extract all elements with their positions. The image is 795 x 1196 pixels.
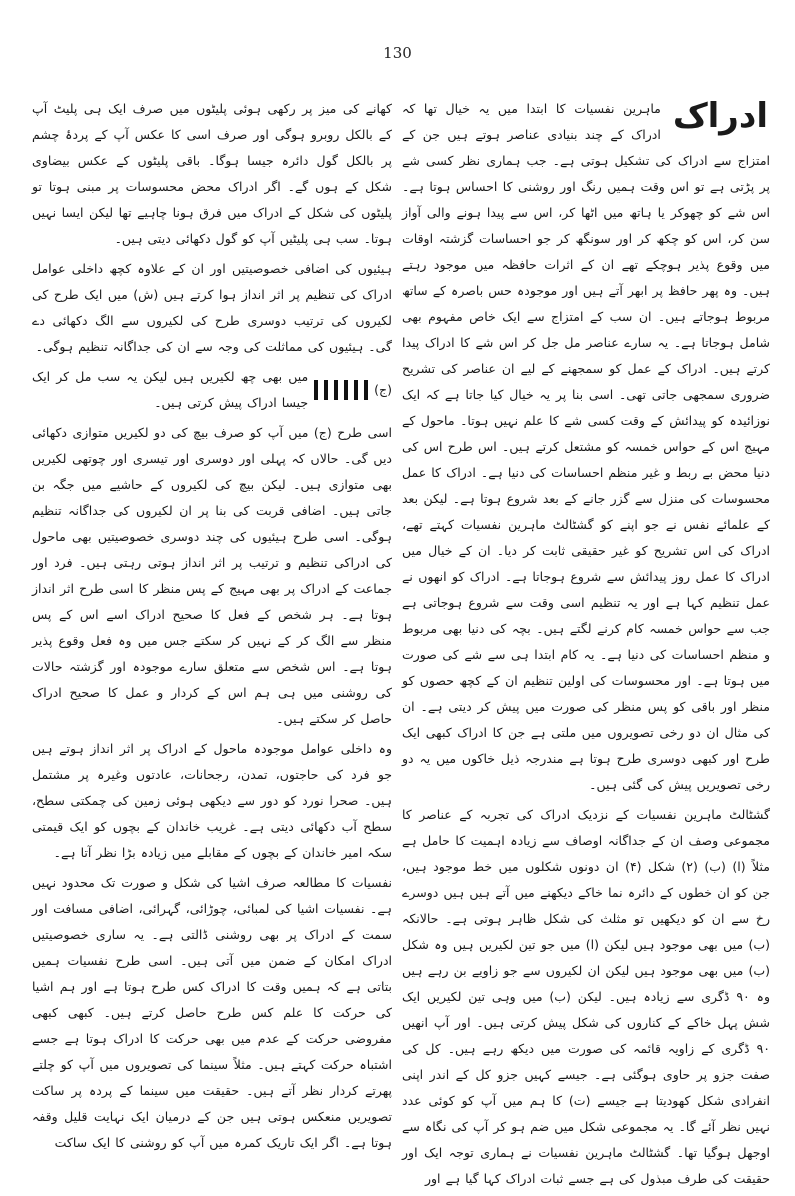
left-column [32,96,392,1160]
figure-caption: میں بھی چھ لکیریں ہیں لیکن یہ سب مل کر ایک جیسا ادراک پیش کرتی ہیں۔ [32,369,309,410]
right-paragraph-2: گشٹالٹ ماہرین نفسیات کے نزدیک ادراک کی تجربہ کے عناصر کا مجموعی وصف ان کے جداگانہ اوصاف سے زیادہ اہمیت کا حامل ہے مثلاً (ا) (ب) (۲) شکل (۴) ان دونوں شکلوں میں خط موجود ہیں، جن کو ان خطوں کے دائرہ نما خاکے دیکھنے میں آتے ہیں ہیں دوسرے رخ سے ان کو دیکھیں تو مثلث کی شکل ظاہر ہوتی ہے۔ حالانکہ (ب) میں بھی موجود ہیں لیکن (ا) میں جو تین لکیریں ہیں وہ شکل (ب) میں بھی موجود ہیں لیکن ان لکیروں سے جو زاویے بن رہے ہیں وہ ۹۰ ڈگری سے زیادہ ہیں۔ لیکن (ب) میں وہی تین لکیریں ایک شش پہل خاکے کے کناروں کی شکل پیش کرتی ہیں۔ اور آپ انھیں ۹۰ ڈگری کے زاویہ قائمہ کی صورت میں دیکھ رہے ہیں۔ کل کی صفت جزو پر حاوی ہوگئی ہے۔ جیسے کہیں جزو کل کے اندر اپنی انفرادی شکل کھودیتا ہے جیسے (ت) کا ہم میں آپ کو کوئی عدد نہیں نظر آئے گا۔ یہ مجموعی شکل میں ضم ہو کر آپ کی نگاہ سے اوجھل ہوگیا تھا۔ گشٹالٹ ماہرین نفسیات نے ہماری توجہ ایک اور حقیقت کی طرف مبذول کی ہے جسے ثبات ادراک کہا گیا ہے اور [402,807,770,1186]
figure-row [32,364,392,416]
figure-bars-illustration [314,380,368,400]
right-paragraph-1: ماہرین نفسیات کا ابتدا میں یہ خیال تھا کہ ادراک کے چند بنیادی عناصر ہوتے ہیں جن کے امتزاج سے ادراک کی تشکیل ہوتی ہے۔ جب ہماری نظر کسی شے پر پڑتی ہے تو اس وقت ہمیں رنگ اور روشنی کا احساس ہوتا ہے۔ اس شے کو چھوکر یا ہاتھ میں اٹھا کر، اس سے پیدا ہونے والی آواز سن کر، اس کو چکھ کر اور سونگھ کر جو احساسات گزشتہ اوقات میں وقوع پذیر ہوچکے تھے ان کے اثرات حافظہ میں موجود رہتے ہیں۔ وہ پھر حافظ پر ابھر آتے ہیں اور موجودہ حس باصرہ کے ساتھ مربوط ہوجاتے ہیں۔ ان سب کے امتزاج سے ایک خاص مفہوم بھی شامل ہوجاتا ہے۔ یہ سارے عناصر مل جل کر اس شے کا ادراک پیدا کرتے ہیں۔ ادراک کے عمل کو سمجھنے کے لیے ان عناصر کی تشریح ضروری سمجھی جاتی تھی۔ اسی بنا پر یہ خیال کیا جاتا ہے کہ ایک نوزائیدہ کو پیدائش کے وقت کسی شے کا علم نہیں ہوتا۔ ماحول کے مہیج اس کے حواس خمسہ کو مشتعل کرتے ہیں۔ اس طرح اس کی دنیا محض بے ربط و غیر منظم احساسات کی دنیا ہے۔ ادراک کا عمل محسوسات کی منزل سے گزر جانے کے بعد شروع ہوتا ہے۔ لیکن بعد کے علمائے نفس نے جو اپنے کو گشٹالٹ ماہرین نفسیات کہتے تھے، ادراک کی اس تشریح کو غیر حقیقی ثابت کر دیا۔ ان کے خیال میں ادراک کا عمل روز پیدائش سے شروع ہوجاتا ہے۔ ادراک کو انھوں نے عمل تنظیم کہا ہے اور یہ تنظیم اسی وقت سے شروع ہوجاتی ہے جب سے حواس خمسہ کام کرنے لگتے ہیں۔ بچہ کی دنیا بھی مربوط و منظم احساسات کی دنیا ہے۔ یہ کام ابتدا ہی سے شے کی صورت میں ہوتا ہے۔ اور محسوسات کی اولین تنظیم ان کے کچھ حصوں کو منظر اور باقی کو پس منظر کی صورت میں پیش کر دیتی ہے۔ ان کی مثال ان دو رخی تصویروں میں ملتی ہے جن کا ادراک کبھی ایک طرح اور کبھی دوسری طرح ہوتا ہے مندرجہ ذیل خاکوں میں یہ دو رخی تصویریں پیش کی گئی ہیں۔ [402,101,770,792]
right-column [402,96,770,1196]
left-paragraph-5: نفسیات کا مطالعہ صرف اشیا کی شکل و صورت تک محدود نہیں ہے۔ نفسیات اشیا کی لمبائی، چوڑائی، گہرائی، اضافی مسافت اور سمت کے ادراک پر بھی روشنی ڈالتی ہے۔ یہ ساری خصوصیتیں ادراک امکان کے ضمن میں آتی ہیں۔ اسی طرح نفسیات ہمیں بتاتی ہے کہ ہمیں وقت کا ادراک کس طرح ہوتا ہے اور ہم اشیا کی حرکت کا علم کس طرح حاصل کرتے ہیں۔ کبھی کبھی مفروضی حرکت کے عدم میں بھی حرکت کا ادراک ہوتا ہے جسے اشتباہ حرکت کہتے ہیں۔ مثلاً سینما کی تصویروں میں آپ کو چلتے پھرتے کردار نظر آتے ہیں۔ حقیقت میں سینما کے پردہ پر ساکت تصویریں منعکس ہوتی ہیں جن کے درمیان ایک نہایت قلیل وقفہ ہوتا ہے۔ اگر ایک تاریک کمرہ میں آپ کو روشنی کا ایک ساکت [32,875,392,1150]
left-paragraph-1: کھانے کی میز پر رکھی ہوئی پلیٹوں میں صرف ایک ہی پلیٹ آپ کے بالکل روبرو ہوگی اور صرف اسی کا عکس آپ کے پردۂ چشم پر بالکل گول دائرہ جیسا ہوگا۔ باقی پلیٹوں کے عکس بیضاوی شکل کے ہوں گے۔ اگر ادراک محض محسوسات پر مبنی ہوتا تو پلیٹوں کی شکل کے ادراک میں فرق ہونا چاہیے تھا لیکن ایسا نہیں ہوتا۔ سب ہی پلیٹیں آپ کو گول دکھائی دیتی ہیں۔ [32,101,392,246]
left-paragraph-3: اسی طرح (ج) میں آپ کو صرف بیچ کی دو لکیریں متوازی دکھائی دیں گی۔ حالاں کہ پہلی اور دوسری اور تیسری اور چوتھی لکیریں بھی متوازی ہیں۔ لیکن بیچ کی لکیروں کے حاشیے میں جگہ بن جاتی ہیں۔ اضافی قربت کی بنا پر ان لکیروں کی جداگانہ تنظیم ہوگی۔ اسی طرح ہیئیوں کی چند دوسری خصوصیتیں بھی ماحول کی ادراکی تنظیم و ترتیب پر اثر انداز ہوتی رہتی ہیں۔ فرد اور جماعت کے ادراک پر بھی مہیج کے پس منظر کا اسی طرح اثر انداز ہوتا ہے۔ ہر شخص کے فعل کا صحیح ادراک اسے اس کے پس منظر سے الگ کر کے نہیں کر سکتے جس میں وہ فعل وقوع پذیر ہوتا ہے۔ اس شخص سے متعلق سارے موجودہ اور گزشتہ حالات کی روشنی میں ہی ہم اس کے کردار و عمل کا صحیح ادراک حاصل کر سکتے ہیں۔ [32,425,392,726]
left-paragraph-2: ہیئیوں کی اضافی خصوصیتیں اور ان کے علاوہ کچھ داخلی عوامل ادراک کی تنظیم پر اثر انداز ہوا کرتے ہیں (ش) میں ایک طرح کی لکیروں کی ترتیب دوسری طرح کی لکیروں سے الگ دکھائی دے گی۔ ہیئیوں کی مماثلت کی وجہ سے ان کی جداگانہ تنظیم ہوگی۔ [32,261,392,354]
figure-label: (ج) [374,382,392,397]
left-paragraph-4: وہ داخلی عوامل موجودہ ماحول کے ادراک پر اثر انداز ہوتے ہیں جو فرد کی حاجتوں، تمدن، رجحانات، عادتوں وغیرہ پر مشتمل ہیں۔ صحرا نورد کو دور سے دیکھی ہوئی زمین کی چمکتی سطح، سطح آب دکھائی دیتی ہے۔ غریب خاندان کے بچوں کو ایک قیمتی سکہ امیر خاندان کے بچوں کے مقابلے میں زیادہ بڑا نظر آتا ہے۔ [32,741,392,860]
section-heading: ادراک [672,96,768,136]
page-number: 130 [383,44,412,62]
